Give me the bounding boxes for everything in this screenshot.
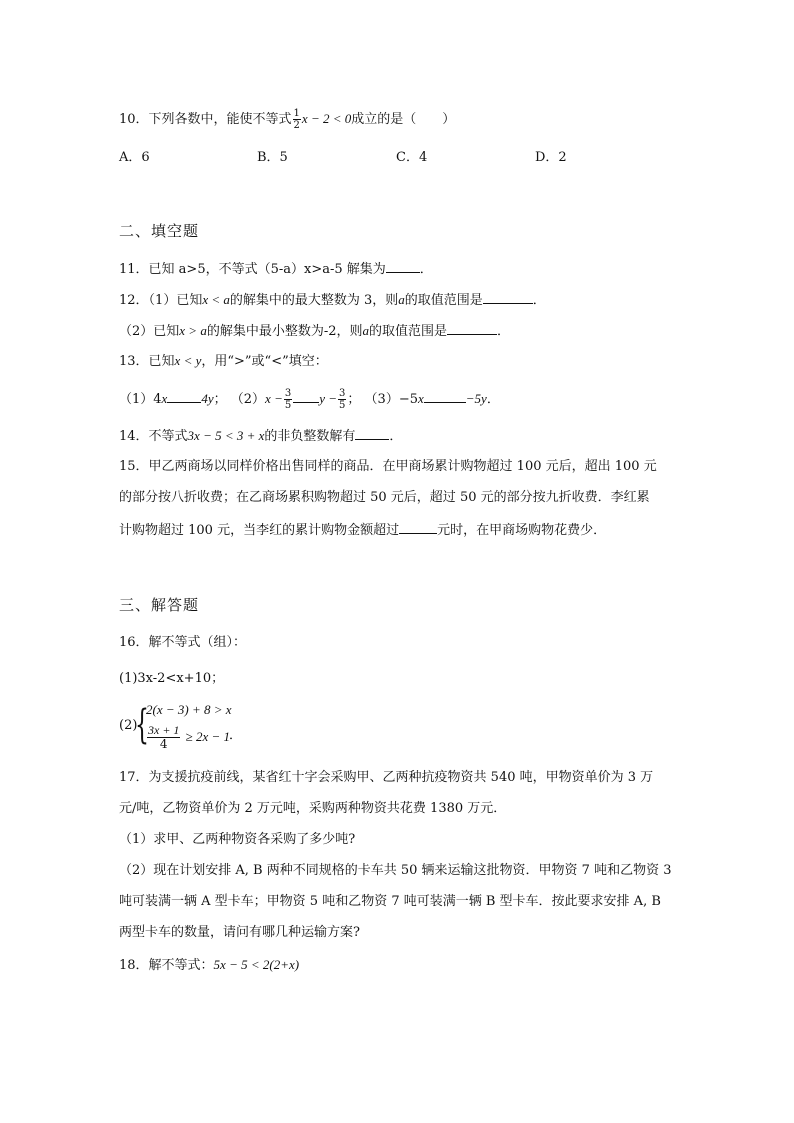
question-16-system <box>119 700 359 754</box>
q14-blank[interactable] <box>355 426 389 440</box>
q10-expression: x − 2 < 0 <box>301 111 352 126</box>
brace-icon: { <box>135 702 149 748</box>
question-17-line-6: 两型卡车的数量，请问有哪几种运输方案? <box>119 925 360 940</box>
q13-blank-1[interactable] <box>167 389 201 403</box>
question-14: 14．不等式3x − 5 < 3 + x的非负整数解有 ． <box>119 428 403 444</box>
q10-option-d: D．2 <box>535 150 567 165</box>
q12-blank-2[interactable] <box>447 321 497 335</box>
q13-fraction-1: $\frac{3}{5}$ <box>284 388 292 411</box>
q10-prefix: 10．下列各数中，能使不等式 <box>119 112 292 127</box>
question-12-part-2: （2）已知x > a的解集中最小整数为-2，则a的取值范围是 ． <box>119 323 511 339</box>
q12-blank-1[interactable] <box>483 290 533 304</box>
question-17-line-1: 17．为支援抗疫前线，某省红十字会采购甲、乙两种抗疫物资共 540 吨，甲物资单价为 3 万 <box>119 770 654 785</box>
section-2-title: 二、填空题 <box>119 222 200 240</box>
q10-option-b: B．5 <box>257 150 288 165</box>
section-3-title: 三、解答题 <box>119 596 200 614</box>
q11-blank[interactable] <box>386 259 420 273</box>
question-13-parts: （1）4x 4y； （2）x − $\frac{3}{5}$ y − $\frac{3}{5}$ ； （3）−5x −5y． <box>119 388 500 411</box>
question-15-line-3: 计购物超过 100 元，当李红的累计购物金额超过 元时，在甲商场购物花费少． <box>119 520 606 540</box>
question-16-part-1: (1)3x-2<x+10； <box>119 671 225 686</box>
question-15-line-1: 15．甲乙两商场以同样价格出售同样的商品．在甲商场累计购物超过 100 元后，超出 100 元 <box>119 459 657 474</box>
q16-system-line-1: 2(x − 3) + 8 > x <box>146 702 232 717</box>
question-11: 11．已知 a>5，不等式（5-a）x>a-5 解集为 ． <box>119 259 433 279</box>
question-17-line-2: 元/吨，乙物资单价为 2 万元吨，采购两种物资共花费 1380 万元． <box>119 801 507 816</box>
question-12-part-1: 12．（1）已知x < a的解集中的最大整数为 3，则a的取值范围是 ． <box>119 292 546 308</box>
q16-part-2-label: (2) <box>119 718 138 733</box>
q10-option-c: C．4 <box>396 150 428 165</box>
q16-system-line-2: $\frac{3x + 1}{4}$ ≥ 2x − 1 <box>148 723 231 751</box>
question-10 <box>119 108 455 131</box>
question-15-line-2: 的部分按八折收费；在乙商场累积购物超过 50 元后，超过 50 元的部分按九折收费．李红累 <box>119 490 650 505</box>
q10-fraction: $\frac{1}{2}$ <box>293 108 300 131</box>
question-17-line-3: （1）求甲、乙两种物资各采购了多少吨? <box>119 832 356 847</box>
q16-end: ． <box>229 728 243 743</box>
q10-suffix: 成立的是（ ） <box>351 112 456 127</box>
q13-fraction-2: $\frac{3}{5}$ <box>339 388 346 411</box>
q13-blank-2[interactable] <box>293 389 319 403</box>
question-16-stem: 16．解不等式（组）： <box>119 635 247 650</box>
question-17-line-5: 吨可装满一辆 A 型卡车；甲物资 5 吨和乙物资 7 吨可装满一辆 B 型卡车．按此要求安排 A, B <box>119 894 661 909</box>
q15-blank[interactable] <box>399 520 437 534</box>
q13-blank-3[interactable] <box>424 389 466 403</box>
q10-option-a: A．6 <box>119 150 150 165</box>
question-18: 18．解不等式：5x − 5 < 2(2+x) <box>119 957 300 973</box>
question-17-line-4: （2）现在计划安排 A, B 两种不同规格的卡车共 50 辆来运输这批物资．甲物资 7 吨和乙物资 3 <box>119 863 672 878</box>
question-13-stem: 13．已知x < y，用“>”或“<”填空： <box>119 353 328 369</box>
